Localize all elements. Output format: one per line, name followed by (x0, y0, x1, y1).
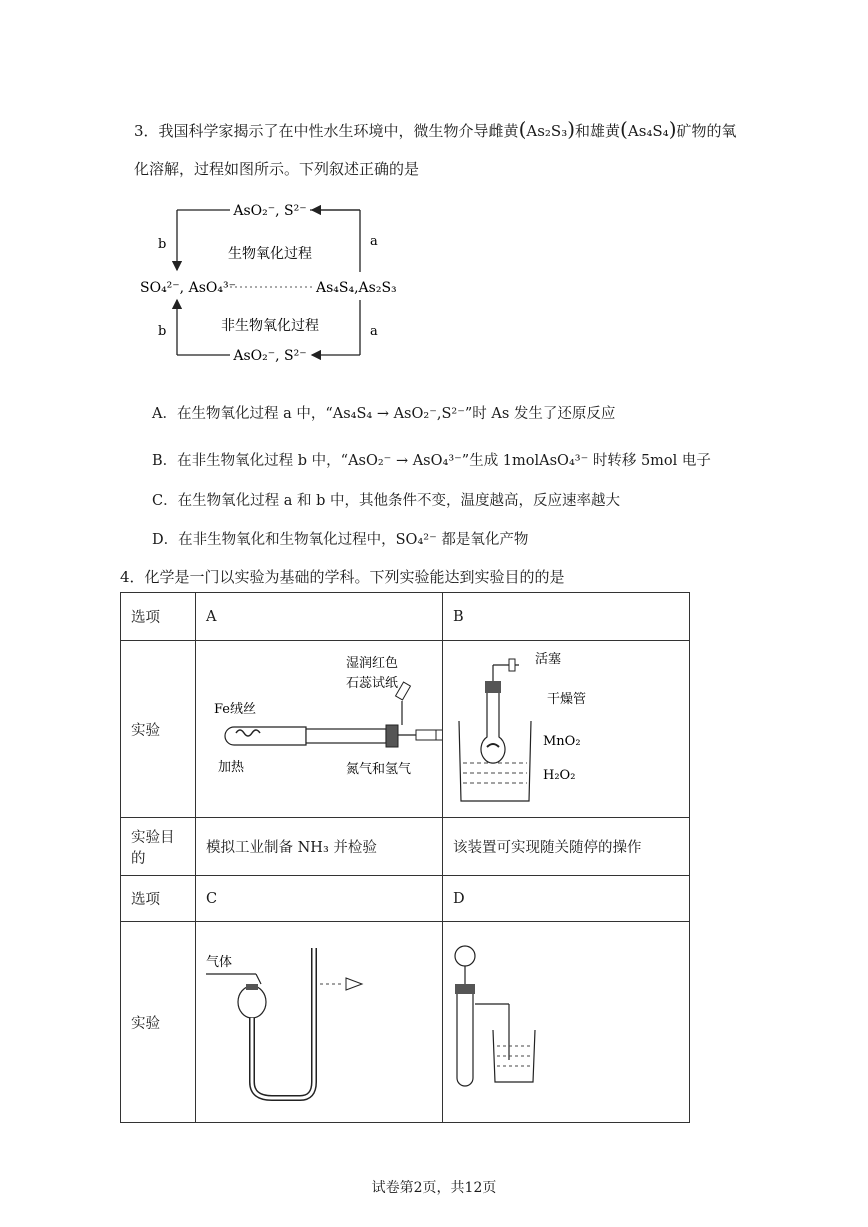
a-upper-label: a (370, 234, 378, 249)
heat-label: 加热 (218, 760, 245, 775)
option-d: D．在非生物氧化和生物氧化过程中，SO₄²⁻ 都是氧化产物 (152, 532, 529, 548)
figure-c-cell (196, 922, 443, 1123)
option-b-cell: B (443, 593, 690, 641)
purpose-b-cell: 该装置可实现随关随停的操作 (443, 818, 690, 876)
gas-label-a: 氮气和氢气 (346, 762, 412, 777)
test-tube-d (457, 994, 473, 1086)
stopcock-icon (509, 659, 515, 671)
b-lower-label: b (158, 324, 167, 339)
a-lower-label: a (370, 324, 378, 339)
syringe-barrel (416, 730, 442, 740)
header-option-cell: 选项 (121, 593, 196, 641)
figure-b-cell (443, 641, 690, 818)
option-a-cell: A (196, 593, 443, 641)
paper-label-1: 湿润红色 (346, 656, 399, 671)
right-species: As₄S₄,As₂S₃ (316, 280, 397, 296)
purpose-label-cell: 实验目的 (121, 818, 196, 876)
apparatus-b-figure (443, 641, 689, 813)
table-row (121, 641, 690, 818)
paper-label-2: 石蕊试纸 (346, 676, 399, 691)
table-row (121, 593, 690, 641)
q4-stem: 4．化学是一门以实验为基础的学科。下列实验能达到实验目的的是 (120, 568, 565, 586)
stopcock-label: 活塞 (535, 652, 562, 667)
orpiment-formula: As₂S₃ (526, 122, 568, 140)
header-option-cell-2: 选项 (121, 876, 196, 922)
drying-tube-icon (481, 693, 505, 763)
experiment-label-cell: 实验 (121, 641, 196, 818)
mno2-label: MnO₂ (543, 734, 581, 749)
option-d-cell: D (443, 876, 690, 922)
drying-tube-label: 干燥管 (547, 692, 587, 707)
table-row (121, 818, 690, 876)
figure-a-cell (196, 641, 443, 818)
table-row (121, 922, 690, 1123)
apparatus-a-figure (196, 641, 442, 813)
figure-d-cell (443, 922, 690, 1123)
drying-tube-stopper (485, 681, 501, 693)
h2o2-label: H₂O₂ (543, 768, 576, 783)
upper-process-label: 生物氧化过程 (228, 246, 312, 262)
gas-label-c: 气体 (206, 955, 233, 970)
left-species: SO₄²⁻, AsO₄³⁻ (140, 280, 236, 296)
test-tube-a (225, 727, 306, 745)
tube-body-a (306, 729, 386, 743)
stopper-a (386, 725, 398, 747)
page-footer: 试卷第2页，共12页 (371, 1180, 497, 1196)
lower-process-label: 非生物氧化过程 (221, 318, 319, 334)
option-c-cell: C (196, 876, 443, 922)
stopper-d (455, 984, 475, 994)
q3-stem-line2: 化溶解，过程如图所示。下列叙述正确的是 (134, 160, 420, 178)
u-tube-icon (252, 948, 314, 1098)
q3-stem-line1: 3．我国科学家揭示了在中性水生环境中，微生物介导雌黄(As₂S₃)和雄黄(As₄S₄)矿物的氧 (134, 117, 737, 141)
q3-stem-part2: 矿物的氧 (676, 122, 737, 140)
purpose-a-cell: 模拟工业制备 NH₃ 并检验 (196, 818, 443, 876)
bottom-species: AsO₂⁻, S²⁻ (233, 348, 307, 364)
q3-stem-part1: 我国科学家揭示了在中性水生环境中，微生物介导雌黄 (158, 122, 519, 140)
option-c: C．在生物氧化过程 a 和 b 中，其他条件不变，温度越高，反应速率越大 (152, 493, 620, 509)
option-b: B．在非生物氧化过程 b 中，“AsO₂⁻ → AsO₄³⁻”生成 1molAsO₄³⁻ 时转移 5mol 电子 (152, 453, 711, 469)
oxidation-cycle-diagram (130, 190, 420, 380)
q3-stem-realgar-label: 和雄黄 (575, 122, 621, 140)
option-a: A．在生物氧化过程 a 中，“As₄S₄ → AsO₂⁻,S²⁻”时 As 发生了还原反应 (152, 406, 616, 422)
funnel-bulb-icon (238, 986, 266, 1018)
realgar-formula: As₄S₄ (627, 122, 669, 140)
funnel-icon (455, 946, 475, 966)
eye-icon (346, 978, 362, 990)
experiment-label-cell-2: 实验 (121, 922, 196, 1123)
fe-wool-label: Fe绒丝 (214, 702, 257, 717)
table-row (121, 876, 690, 922)
experiment-table (120, 592, 690, 1123)
apparatus-d-figure (443, 922, 689, 1118)
b-upper-label: b (158, 237, 167, 252)
top-species: AsO₂⁻, S²⁻ (233, 203, 307, 219)
apparatus-c-figure (196, 922, 442, 1118)
q3-number: 3． (134, 122, 159, 140)
